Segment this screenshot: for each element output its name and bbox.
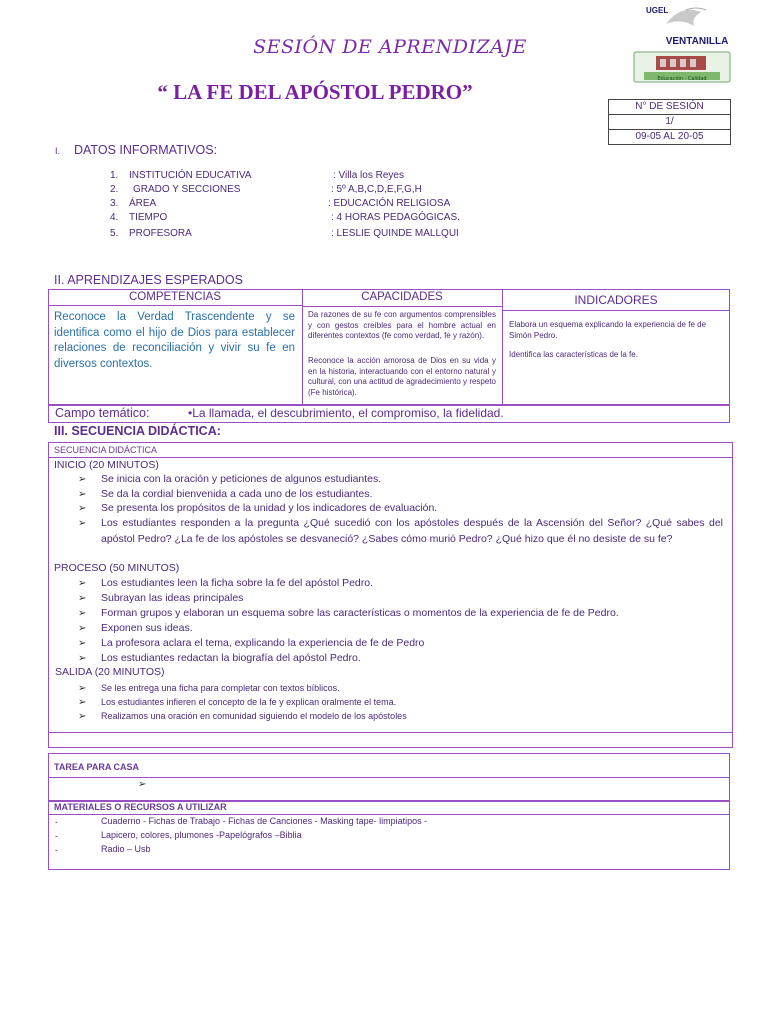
datos-heading: DATOS INFORMATIVOS: [74, 143, 218, 157]
datos-row [0, 212, 768, 226]
logo-icon [626, 4, 742, 94]
datos-row-num: 1. [110, 170, 119, 181]
datos-row-value: : Villa los Reyes [333, 170, 404, 181]
indicadores-text-1: Elabora un esquema explicando la experiencia de fe de Simón Pedro. [509, 320, 707, 340]
proceso-label: PROCESO (50 MINUTOS) [54, 562, 180, 574]
session-subtitle: “ LA FE DEL APÓSTOL PEDRO” [157, 80, 473, 104]
logo-ventanilla-text: VENTANILLA [665, 36, 729, 47]
list-item: Los estudiantes leen la ficha sobre la fe del apóstol Pedro. [101, 577, 374, 589]
arrow-bullet-icon: ➢ [78, 711, 87, 722]
datos-row-label: TIEMPO [129, 212, 168, 223]
arrow-bullet-icon: ➢ [78, 474, 87, 485]
datos-row [0, 170, 768, 184]
list-item: Se da la cordial bienvenida a cada uno de los estudiantes. [101, 488, 373, 500]
datos-row-num: 4. [110, 212, 119, 223]
logo-ugel-text: UGEL [646, 6, 669, 15]
tarea-label: TAREA PARA CASA [54, 762, 139, 772]
indicadores-text-2: Identifica las características de la fe. [509, 350, 638, 359]
datos-row-label: PROFESORA [129, 228, 192, 239]
session-number-value: 1/ [609, 115, 730, 130]
materiales-label: MATERIALES O RECURSOS A UTILIZAR [54, 802, 227, 812]
session-number-box [608, 99, 731, 145]
secuencia-heading: III. SECUENCIA DIDÁCTICA: [54, 424, 221, 438]
list-item: Se inicia con la oración y peticiones de algunos estudiantes. [101, 473, 382, 485]
arrow-bullet-icon: ➢ [78, 578, 87, 589]
ugel-logo [626, 4, 742, 94]
list-item: Los estudiantes responden a la pregunta ¿Qué sucedió con los apóstoles después de la Ascensión del Señor? ¿Qué sabes del apóstol Pedro? ¿La fe de los apóstoles se desvaneció? ¿Sabes cómo murió Pedro? ¿Qué hizo que él no desiste de su fe? [101, 517, 723, 545]
list-item: Subrayan las ideas principales [101, 592, 244, 604]
aprendizajes-heading: II. APRENDIZAJES ESPERADOS [54, 273, 243, 287]
arrow-bullet-icon: ➢ [78, 608, 87, 619]
capacidades-text-1: Da razones de su fe con argumentos comprensibles y con gestos creíbles para el hombre actual en diferentes contextos (fe como verdad, fe y razón). [308, 310, 496, 340]
materiales-dash: - [55, 831, 58, 841]
competencias-text: Reconoce la Verdad Trascendente y se identifica como el hijo de Dios para establecer relaciones de reconciliación y vivir su fe en diversos contextos. [54, 311, 295, 370]
materiales-row: Cuaderno - Fichas de Trabajo - Fichas de Canciones - Masking tape- limpiatipos - [101, 816, 428, 826]
arrow-bullet-icon: ➢ [78, 518, 87, 529]
list-item: Realizamos una oración en comunidad siguiendo el modelo de los apóstoles [101, 711, 407, 721]
datos-row-value: : EDUCACIÓN RELIGIOSA [328, 198, 451, 209]
secuencia-box-label: SECUENCIA DIDÁCTICA [54, 445, 158, 455]
campo-tematico-label: Campo temático: [55, 406, 150, 420]
datos-row-value: : 4 HORAS PEDAGÓGICAS. [331, 212, 460, 223]
list-item: Exponen sus ideas. [101, 622, 193, 634]
capacidades-text-2: Reconoce la acción amorosa de Dios en su vida y en la historia, interactuando con el entorno natural y cultural, con una actitud de agradecimiento y respeto (Fe histórica). [308, 356, 496, 397]
materiales-row: Lapicero, colores, plumones -Papelógrafos –Biblia [101, 830, 302, 840]
datos-row-value: : 5º A,B,C,D,E,F,G,H [331, 184, 422, 195]
datos-row-num: 3. [110, 198, 119, 209]
col-indicadores: INDICADORES [574, 293, 658, 307]
arrow-bullet-icon: ➢ [78, 638, 87, 649]
datos-row-label: ÁREA [129, 198, 157, 209]
materiales-dash: - [55, 845, 58, 855]
arrow-bullet-icon: ➢ [78, 623, 87, 634]
materiales-row: Radio – Usb [101, 844, 151, 854]
datos-row [0, 228, 768, 242]
list-item: Se les entrega una ficha para completar con textos bíblicos. [101, 683, 340, 693]
materiales-dash: - [55, 817, 58, 827]
list-item: La profesora aclara el tema, explicando la experiencia de fe de Pedro [101, 637, 425, 649]
salida-label: SALIDA (20 MINUTOS) [55, 666, 165, 678]
datos-row-label: GRADO Y SECCIONES [133, 184, 241, 195]
list-item: Forman grupos y elaboran un esquema sobre las características o momentos de la experiencia de fe de Pedro. [101, 607, 619, 619]
datos-row [0, 198, 768, 212]
arrow-bullet-icon: ➢ [78, 489, 87, 500]
datos-row-num: 5. [110, 228, 119, 239]
datos-row-num: 2. [110, 184, 119, 195]
arrow-bullet-icon: ➢ [78, 697, 87, 708]
list-item: Se presenta los propósitos de la unidad y los indicadores de evaluación. [101, 502, 438, 514]
list-item: Los estudiantes infieren el concepto de la fe y explican oralmente el tema. [101, 697, 397, 707]
arrow-bullet-icon: ➢ [138, 779, 147, 790]
datos-row [0, 184, 768, 198]
arrow-bullet-icon: ➢ [78, 593, 87, 604]
inicio-label: INICIO (20 MINUTOS) [54, 459, 159, 471]
list-item: Los estudiantes redactan la biografía del apóstol Pedro. [101, 652, 361, 664]
session-dates: 09-05 AL 20-05 [635, 131, 704, 142]
arrow-bullet-icon: ➢ [78, 503, 87, 514]
datos-row-value: : LESLIE QUINDE MALLQUI [331, 228, 459, 239]
arrow-bullet-icon: ➢ [78, 653, 87, 664]
datos-row-label: INSTITUCIÓN EDUCATIVA [129, 170, 252, 181]
campo-tematico-text: •La llamada, el descubrimiento, el compromiso, la fidelidad. [188, 406, 504, 420]
session-number-label: N° DE SESIÓN [609, 100, 730, 115]
session-title: SESIÓN DE APRENDIZAJE [253, 36, 527, 58]
svg-text:Educación · Calidad: Educación · Calidad [657, 76, 707, 82]
col-capacidades: CAPACIDADES [361, 291, 443, 303]
col-competencias: COMPETENCIAS [128, 291, 221, 303]
arrow-bullet-icon: ➢ [78, 683, 87, 694]
datos-heading-number: I. [55, 146, 61, 156]
